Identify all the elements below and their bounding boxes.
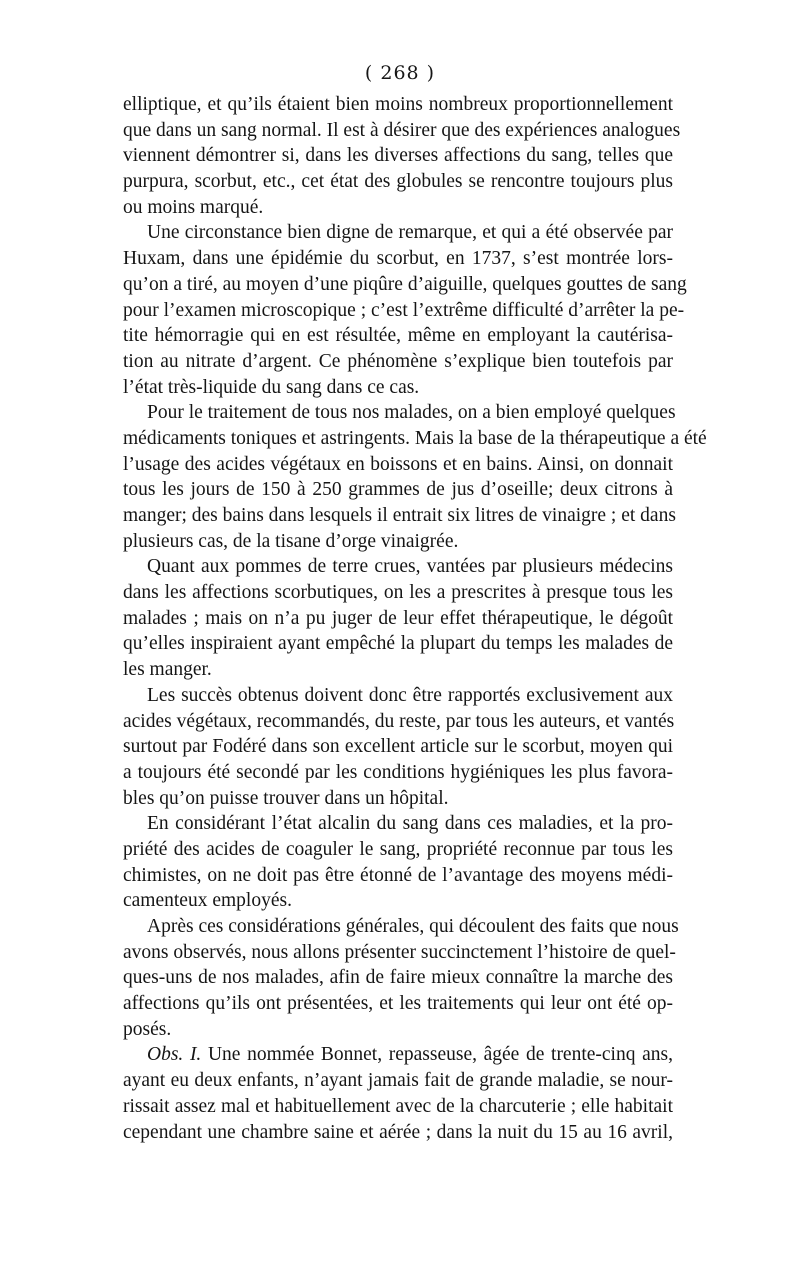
observation-first-line: Une nommée Bonnet, repasseuse, âgée de trente-cinq ans, bbox=[201, 1044, 673, 1066]
text-line: a toujours été secondé par les conditions hygiéniques les plus favora- bbox=[123, 761, 673, 783]
text-line: elliptique, et qu’ils étaient bien moins nombreux proportionnellement bbox=[123, 94, 673, 115]
text-line: qu’on a tiré, au moyen d’une piqûre d’aiguille, quelques gouttes de sang bbox=[123, 273, 687, 295]
text-line: surtout par Fodéré dans son excellent article sur le scorbut, moyen qui bbox=[123, 736, 673, 758]
text-line: acides végétaux, recommandés, du reste, par tous les auteurs, et vantés bbox=[123, 710, 675, 732]
text-line: Après ces considérations générales, qui découlent des faits que nous bbox=[147, 916, 679, 937]
text-line: l’usage des acides végétaux en boissons et en bains. Ainsi, on donnait bbox=[123, 453, 673, 475]
paragraph bbox=[123, 683, 673, 811]
text-line: malades ; mais on n’a pu juger de leur effet thérapeutique, le dégoût bbox=[123, 607, 673, 629]
text-line: tite hémorragie qui en est résultée, même en employant la cautérisa- bbox=[123, 325, 673, 347]
text-line: l’état très-liquide du sang dans ce cas. bbox=[123, 376, 420, 398]
text-line: dans les affections scorbutiques, on les a prescrites à presque tous les bbox=[123, 582, 673, 604]
observation-label: Obs. I. bbox=[147, 1044, 202, 1066]
text-line: En considérant l’état alcalin du sang dans ces maladies, et la pro- bbox=[147, 813, 673, 835]
text-line: ques-uns de nos malades, afin de faire mieux connaître la marche des bbox=[123, 967, 673, 989]
text-line: plusieurs cas, de la tisane d’orge vinaigrée. bbox=[123, 530, 459, 552]
page-number: ( 268 ) bbox=[364, 62, 436, 84]
text-line bbox=[123, 1042, 673, 1068]
text-line: Une circonstance bien digne de remarque, et qui a été observée par bbox=[147, 222, 673, 244]
text-line: Les succès obtenus doivent donc être rapportés exclusivement aux bbox=[147, 684, 673, 706]
text-line: chimistes, on ne doit pas être étonné de l’avantage des moyens médi- bbox=[123, 864, 673, 886]
paragraph bbox=[123, 220, 687, 400]
text-line: Huxam, dans une épidémie du scorbut, en 1737, s’est montrée lors- bbox=[123, 248, 673, 270]
paragraph bbox=[123, 554, 673, 682]
text-line: ayant eu deux enfants, n’ayant jamais fait de grande maladie, se nour- bbox=[123, 1070, 673, 1092]
text-line: bles qu’on puisse trouver dans un hôpital. bbox=[123, 787, 449, 809]
body-text bbox=[123, 92, 707, 1145]
text-line: médicaments toniques et astringents. Mais la base de la thérapeutique a été bbox=[123, 427, 707, 449]
text-line: pour l’examen microscopique ; c’est l’extrême difficulté d’arrêter la pe- bbox=[123, 299, 685, 321]
text-line: que dans un sang normal. Il est à désirer que des expériences analogues bbox=[123, 119, 681, 141]
text-line: les manger. bbox=[123, 659, 212, 681]
text-line: Pour le traitement de tous nos malades, on a bien employé quelques bbox=[147, 402, 676, 424]
text-line: priété des acides de coaguler le sang, propriété reconnue par tous les bbox=[123, 838, 673, 860]
text-line: qu’elles inspiraient ayant empêché la plupart du temps les malades de bbox=[123, 633, 673, 655]
text-line: purpura, scorbut, etc., cet état des globules se rencontre toujours plus bbox=[123, 171, 673, 193]
text-line: cependant une chambre saine et aérée ; dans la nuit du 15 au 16 avril, bbox=[123, 1121, 673, 1143]
text-line: ou moins marqué. bbox=[123, 196, 264, 218]
text-line: tion au nitrate d’argent. Ce phénomène s’explique bien toutefois par bbox=[123, 350, 673, 372]
text-line: manger; des bains dans lesquels il entrait six litres de vinaigre ; et dans bbox=[123, 505, 676, 526]
paragraph bbox=[123, 914, 679, 1042]
text-line: affections qu’ils ont présentées, et les traitements qui leur ont été op- bbox=[123, 993, 673, 1015]
text-line: posés. bbox=[123, 1018, 172, 1040]
text-line: camenteux employés. bbox=[123, 890, 292, 912]
paragraph bbox=[123, 811, 673, 914]
text-line: avons observés, nous allons présenter succinctement l’histoire de quel- bbox=[123, 941, 676, 963]
text-line: rissait assez mal et habituellement avec de la charcuterie ; elle habitait bbox=[123, 1095, 673, 1117]
paragraph bbox=[123, 400, 707, 554]
observation-paragraph bbox=[123, 1042, 673, 1145]
text-line: viennent démontrer si, dans les diverses affections du sang, telles que bbox=[123, 145, 673, 167]
text-line: Quant aux pommes de terre crues, vantées par plusieurs médecins bbox=[147, 556, 673, 578]
text-line: tous les jours de 150 à 250 grammes de jus d’oseille; deux citrons à bbox=[123, 479, 673, 501]
paragraph bbox=[123, 92, 681, 220]
